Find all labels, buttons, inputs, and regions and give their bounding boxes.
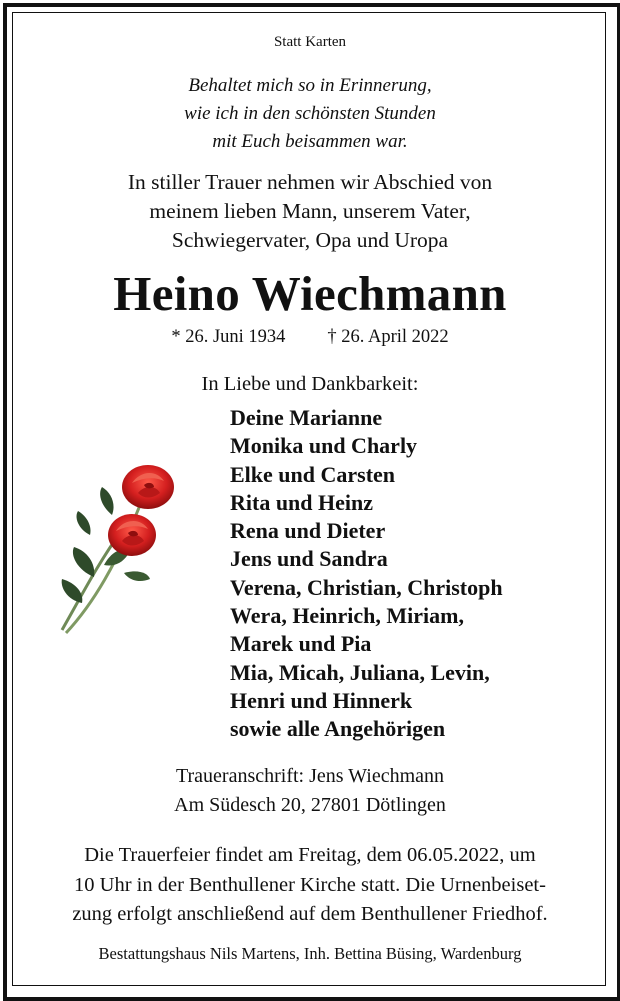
- mourner-list: [230, 404, 503, 744]
- intro-line: meinem lieben Mann, unserem Vater,: [149, 199, 471, 223]
- service-line: zung erfolgt anschließend auf dem Benthullener Friedhof.: [72, 903, 548, 925]
- mourner-line: Monika und Charly: [230, 433, 418, 459]
- birth-date: * 26. Juni 1934: [171, 327, 286, 347]
- mourner-line: Elke und Carsten: [230, 461, 396, 487]
- rose-icon: [52, 455, 187, 640]
- address-line: Am Südesch 20, 27801 Dötlingen: [174, 794, 446, 816]
- verse-line: wie ich in den schönsten Stunden: [184, 103, 436, 124]
- mourning-address: [0, 762, 620, 820]
- undertaker-info: Bestattungshaus Nils Martens, Inh. Bettina Büsing, Wardenburg: [98, 944, 522, 963]
- mourner-line: Wera, Heinrich, Miriam,: [230, 603, 464, 629]
- service-line: Die Trauerfeier findet am Freitag, dem 06.05.2022, um: [84, 844, 536, 866]
- mourner-line: Verena, Christian, Christoph: [230, 574, 503, 600]
- mourner-line: Marek und Pia: [230, 631, 372, 657]
- intro-text: [0, 168, 620, 255]
- intro-line: Schwiegervater, Opa und Uropa: [171, 228, 449, 252]
- verse-line: mit Euch beisammen war.: [212, 131, 408, 152]
- service-line: 10 Uhr in der Benthullener Kirche statt. Die Urnenbeiset-: [74, 873, 546, 896]
- verse: [0, 72, 620, 156]
- address-line: Traueranschrift: Jens Wiechmann: [175, 765, 445, 787]
- mourner-line: Mia, Micah, Juliana, Levin,: [230, 659, 490, 685]
- death-date: † 26. April 2022: [327, 327, 449, 347]
- mourner-line: Rena und Dieter: [230, 518, 386, 544]
- verse-line: Behaltet mich so in Erinnerung,: [188, 75, 432, 96]
- mourner-line: Henri und Hinnerk: [230, 687, 413, 713]
- intro-line: In stiller Trauer nehmen wir Abschied von: [127, 170, 493, 194]
- dedication: In Liebe und Dankbarkeit:: [201, 373, 419, 395]
- service-info: [0, 841, 620, 930]
- mourner-line: Deine Marianne: [230, 405, 383, 430]
- deceased-name: Heino Wiechmann: [113, 266, 507, 321]
- mourner-line: Rita und Heinz: [230, 489, 374, 515]
- mourner-line: sowie alle Angehörigen: [230, 716, 446, 742]
- mourner-line: Jens und Sandra: [230, 546, 388, 572]
- life-dates: [0, 327, 620, 348]
- pre-title: Statt Karten: [273, 34, 347, 50]
